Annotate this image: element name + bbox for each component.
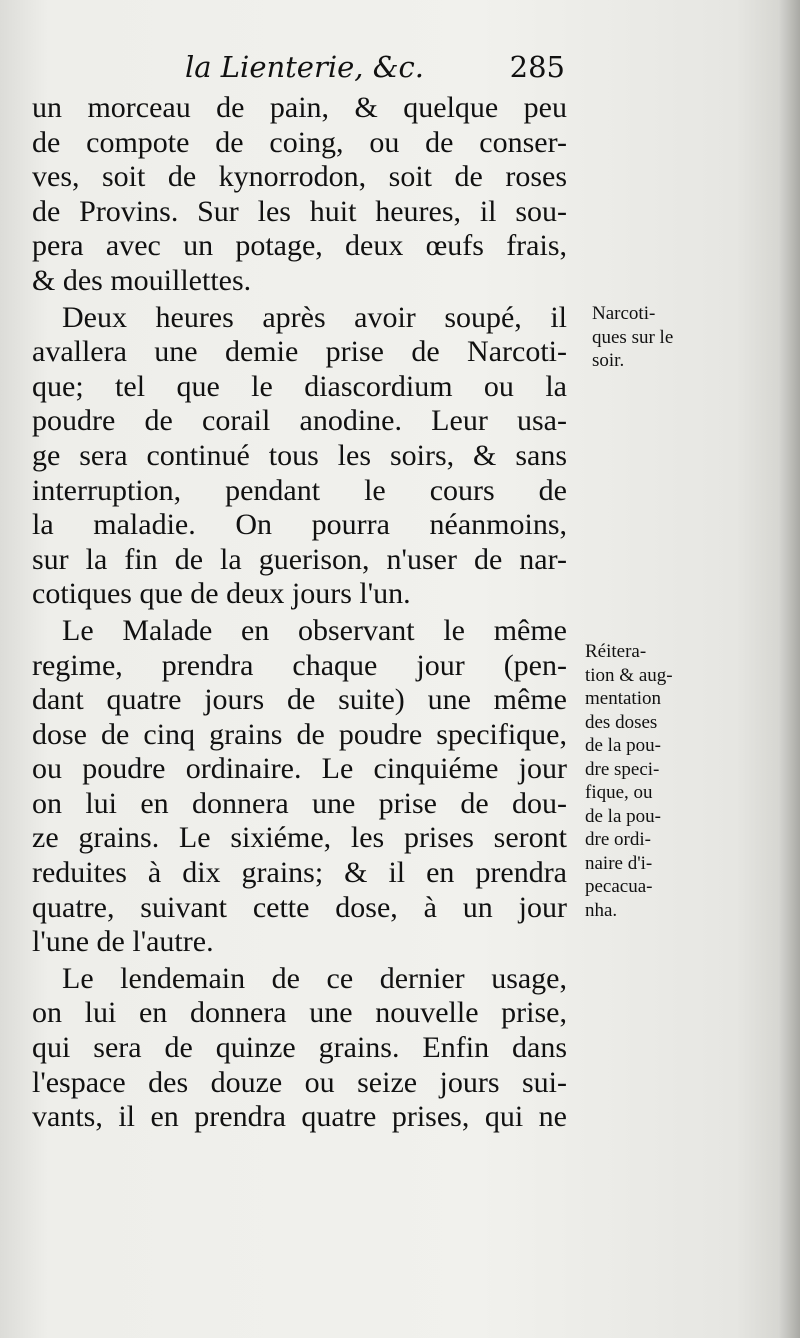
- bleed-through: [690, 210, 695, 231]
- text-line: que; tel que le diascordium ou la: [32, 369, 567, 403]
- margin-note-line: soir.: [592, 350, 625, 371]
- page-edge: [778, 0, 800, 1338]
- text-line: reduites à dix grains; & il en prendra: [32, 856, 567, 890]
- text-line: avallera une demie prise de Narcoti-: [32, 335, 567, 369]
- text-line: un morceau de pain, & quelque peu: [32, 91, 567, 124]
- margin-note-line: mentation: [585, 688, 661, 709]
- margin-note-line: naire d'i-: [585, 852, 653, 874]
- margin-note-line: tion & aug-: [585, 664, 673, 686]
- margin-note-line: fique, ou: [585, 782, 653, 803]
- text-line: sur la fin de la guerison, n'user de nar-: [32, 542, 567, 576]
- text-line: Le lendemain de ce dernier usage,: [62, 961, 567, 995]
- margin-note-line: de la pou-: [585, 805, 661, 827]
- text-line: l'espace des douze ou seize jours sui-: [32, 1065, 567, 1099]
- text-line: l'une de l'autre.: [32, 925, 214, 959]
- margin-note-line: dre ordi-: [585, 829, 651, 850]
- margin-note-line: dre speci-: [585, 758, 660, 780]
- text-line: pera avec un potage, deux œufs frais,: [32, 229, 567, 263]
- running-title: la Lienterie, &c.: [185, 50, 424, 84]
- text-line: vants, il en prendra quatre prises, qui ne: [32, 1100, 567, 1134]
- margin-note-line: Narcoti-: [592, 303, 656, 324]
- text-line: poudre de corail anodine. Leur usa-: [32, 404, 567, 438]
- margin-note-line: de la pou-: [585, 735, 661, 756]
- text-line: interruption, pendant le cours de: [32, 473, 567, 507]
- text-line: la maladie. On pourra néanmoins,: [32, 508, 567, 542]
- margin-note-line: des doses: [585, 711, 658, 733]
- text-line: regime, prendra chaque jour (pen-: [32, 648, 567, 682]
- text-line: ze grains. Le sixiéme, les prises seront: [32, 821, 567, 855]
- margin-note-line: pecacua-: [585, 876, 653, 897]
- text-line: & des mouillettes.: [32, 263, 252, 297]
- text-line: Le Malade en observant le même: [62, 613, 567, 647]
- page-header: [185, 50, 565, 96]
- body-text: [32, 91, 567, 1135]
- margin-note-line: nha.: [585, 899, 618, 921]
- margin-note-reiteration: [585, 640, 725, 922]
- text-line: on lui en donnera une nouvelle prise,: [32, 996, 567, 1030]
- text-line: ge sera continué tous les soirs, & sans: [32, 438, 567, 472]
- page-number: 285: [509, 50, 565, 84]
- text-line: ou poudre ordinaire. Le cinquiéme jour: [32, 752, 567, 786]
- text-line: ves, soit de kynorrodon, soit de roses: [32, 160, 567, 194]
- text-line: Deux heures après avoir soupé, il: [62, 300, 567, 334]
- text-line: dose de cinq grains de poudre specifique,: [32, 717, 567, 751]
- text-line: de compote de coing, ou de conser-: [32, 125, 567, 159]
- text-line: on lui en donnera une prise de dou-: [32, 786, 567, 820]
- text-line: qui sera de quinze grains. Enfin dans: [32, 1031, 567, 1065]
- text-line: quatre, suivant cette dose, à un jour: [32, 890, 567, 924]
- margin-note-line: Réitera-: [585, 641, 647, 662]
- margin-note-line: ques sur le: [592, 326, 674, 348]
- text-line: de Provins. Sur les huit heures, il sou-: [32, 194, 567, 228]
- text-line: cotiques que de deux jours l'un.: [32, 577, 411, 611]
- margin-note-narcotiques: [592, 302, 732, 373]
- text-line: dant quatre jours de suite) une même: [32, 683, 567, 717]
